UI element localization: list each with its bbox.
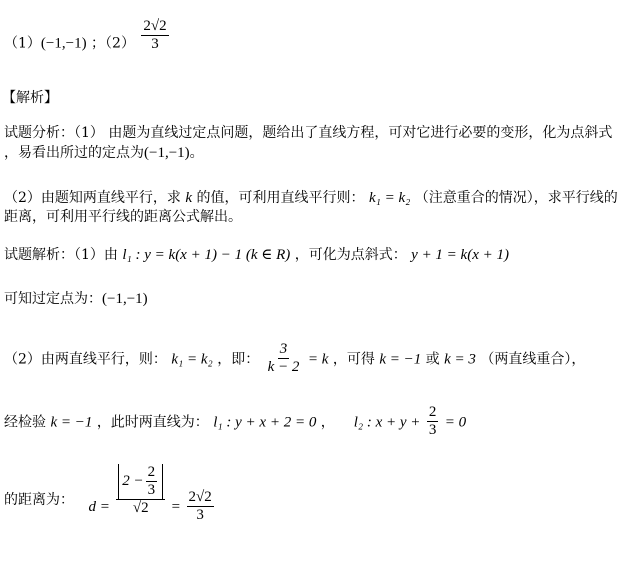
- analysis-p2-line1: [4, 188, 618, 208]
- analysis-p2-equation: k₁ = k₂: [368, 190, 411, 206]
- answer-part2-label: （2）: [105, 35, 135, 52]
- solution-s4-fraction: [116, 464, 165, 517]
- solution-s3-line2: l₂ : x + y +: [353, 414, 421, 431]
- analysis-p1-end: 。: [189, 145, 204, 161]
- solution-s3-k: k = −1: [50, 414, 93, 431]
- analysis-p2-pre: （2）由题知两直线平行，求: [4, 190, 181, 206]
- solution-s4-result: [187, 489, 214, 524]
- solution-s2-mid: ，即：: [217, 351, 260, 368]
- analysis-p2-k: k: [185, 190, 193, 206]
- solution-s2-fraction-denominator: k − 2: [267, 359, 300, 375]
- analysis-p2-mid: 的值，可利用直线平行则：: [196, 190, 365, 206]
- solution-s4: [4, 464, 216, 531]
- analysis-p1-line1: 试题分析：（1） 由题为直线过定点问题，题给出了直线方程，可对它进行必要的变形，化为点斜式: [4, 125, 613, 141]
- solution-s3-separator: ，: [320, 414, 335, 431]
- answer-part1-value: (−1,−1): [40, 35, 87, 52]
- solution-s4-d: d =: [88, 498, 110, 515]
- solution-s4-result-denominator: 3: [196, 507, 204, 523]
- answer-part2-fraction: [141, 18, 168, 53]
- answer-line: [4, 18, 171, 61]
- solution-s4-denominator: √2: [132, 500, 149, 516]
- solution-s2-post: （两直线重合），: [480, 351, 586, 368]
- solution-s2-rhs: = k: [307, 351, 329, 368]
- solution-s4-result-numerator: 2√2: [188, 489, 212, 505]
- solution-s2-k2: k = 3: [444, 351, 476, 368]
- solution-s2-equation: k₁ = k₂: [171, 351, 213, 368]
- solution-s4-pre: 的距离为：: [4, 491, 74, 508]
- absolute-value: [118, 464, 163, 499]
- analysis-header: 【解析】: [2, 90, 58, 106]
- analysis-p1-line2: [4, 143, 204, 163]
- answer-separator: ；: [91, 35, 106, 52]
- solution-s2: [4, 342, 585, 377]
- solution-s1b-point: (−1,−1): [102, 291, 148, 307]
- solution-s1b: [4, 289, 148, 309]
- analysis-p1-point: (−1,−1): [144, 145, 190, 161]
- answer-part2-numerator: 2√2: [143, 18, 167, 34]
- solution-s1-point-slope: y + 1 = k(x + 1): [411, 247, 509, 263]
- answer-part1-label: （1）: [4, 35, 41, 52]
- solution-s2-mid2: ，可得: [332, 351, 375, 368]
- solution-s3-fraction-denominator: 3: [428, 422, 437, 438]
- solution-s4-abs-numerator: 2: [147, 464, 156, 480]
- solution-s2-fraction: [266, 341, 302, 376]
- solution-s1-equation: l₁ : y = k(x + 1) − 1 (k ∈ R): [122, 247, 291, 263]
- solution-s4-abs-fraction: [146, 464, 158, 499]
- solution-s2-k1: k = −1: [379, 351, 422, 368]
- solution-s3: [4, 405, 466, 440]
- solution-s3-fraction-numerator: 2: [428, 404, 437, 420]
- analysis-p2-post: （注意重合的情况），求平行线的: [414, 190, 618, 206]
- solution-s2-pre: （2）由两直线平行，则：: [4, 351, 167, 368]
- solution-s4-abs-text: 2 −: [122, 473, 144, 489]
- solution-s1: [4, 245, 509, 265]
- solution-s3-fraction: [427, 404, 439, 439]
- solution-s1-mid: ，可化为点斜式：: [294, 247, 407, 263]
- solution-s2-fraction-numerator: 3: [279, 341, 288, 357]
- solution-s2-or: 或: [425, 351, 440, 368]
- analysis-p1-text: ，易看出所过的定点为: [4, 145, 144, 161]
- solution-s3-mid: ，此时两直线为：: [96, 414, 209, 431]
- solution-s3-line1: l₁ : y + x + 2 = 0: [213, 414, 317, 431]
- solution-s4-abs-denominator: 3: [147, 482, 156, 498]
- solution-s3-pre: 经检验: [4, 414, 46, 431]
- analysis-p2-line2: 距离，可利用平行线的距离公式解出。: [4, 209, 242, 225]
- solution-s1b-text: 可知过定点为：: [4, 291, 102, 307]
- solution-s3-line2-end: = 0: [444, 414, 467, 431]
- solution-s1-pre: 试题解析：（1）由: [4, 247, 118, 263]
- solution-s4-equals: =: [171, 498, 181, 515]
- answer-part2-denominator: 3: [151, 36, 159, 52]
- solution-s4-numerator: [116, 464, 165, 500]
